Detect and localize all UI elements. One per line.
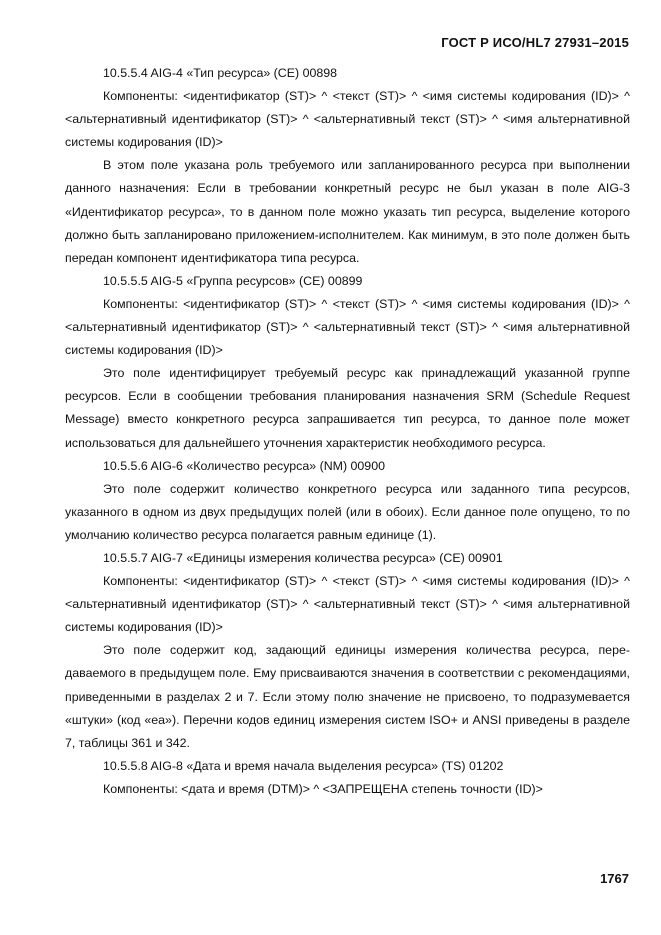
components-paragraph-aig-5: Компоненты: <идентификатор (ST)> ^ <текст (ST)> ^ <имя системы кодирования (ID)> ^ <альтернативный идентификатор (ST)> ^ <альтернативный текст (ST)> ^ <имя альтернативной системы кодирования (ID)> bbox=[65, 296, 630, 358]
description-paragraph-aig-7: Это поле содержит код, задающий единицы измерения количества ресурса, передаваемого в предыдущем поле. Ему присваиваются значения в соответствии с рекомендациями, приведенными в разделах 2 и 7. Если этому полю значение не присвоено, то подразумевается «штуки» (код «ea»). Перечни кодов единиц измерения систем ISO+ и ANSI приведены в разделе 7, таблицы 361 и 342. bbox=[65, 643, 630, 750]
section-heading-aig-4: 10.5.5.4 AIG-4 «Тип ресурса» (CE) 00898 bbox=[103, 66, 338, 80]
section-heading-aig-7: 10.5.5.7 AIG-7 «Единицы измерения количества ресурса» (CE) 00901 bbox=[103, 550, 503, 565]
page-number: 1767 bbox=[600, 871, 629, 886]
components-paragraph-aig-7: Компоненты: <идентификатор (ST)> ^ <текст (ST)> ^ <имя системы кодирования (ID)> ^ <альтернативный идентификатор (ST)> ^ <альтернативный текст (ST)> ^ <имя альтернативной системы кодирования (ID)> bbox=[65, 574, 630, 635]
description-paragraph-aig-5: Это поле идентифицирует требуемый ресурс как принадлежащий указанной группе ресурсов. Если в сообщении требования планирования назначения SRM (Schedule Request Message) вместо конкретного ресурса запрашивается тип ресурса, то данное поле может использоваться для дальнейшего уточнения характеристик необходимого ресурса. bbox=[65, 366, 630, 450]
section-heading-aig-6: 10.5.5.6 AIG-6 «Количество ресурса» (NM) 00900 bbox=[103, 458, 385, 473]
components-paragraph-aig-8: Компоненты: <дата и время (DTM)> ^ <ЗАПРЕЩЕНА степень точности (ID)> bbox=[103, 781, 543, 796]
section-heading-aig-5: 10.5.5.5 AIG-5 «Группа ресурсов» (CE) 00899 bbox=[103, 273, 363, 288]
document-header: ГОСТ Р ИСО/HL7 27931–2015 bbox=[441, 35, 629, 50]
description-paragraph-aig-6: Это поле содержит количество конкретного ресурса или заданного типа ресурсов, указанного в одном из двух предыдущих полей (или в обоих). Если данное поле опущено, то по умолчанию количество ресурса полагается равным единице (1). bbox=[65, 481, 630, 542]
document-body bbox=[65, 62, 630, 801]
description-paragraph-aig-4: В этом поле указана роль требуемого или запланированного ресурса при выполнении данного назначения: Если в требовании конкретный ресурс не был указан в поле AIG-3 «Идентификатор ресурса», то в данном поле можно указать тип ресурса, выделение которого должно быть запланировано приложением-исполнителем. Как минимум, в это поле должен быть передан компонент идентификатора типа ресурса. bbox=[65, 158, 630, 265]
section-heading-aig-8: 10.5.5.8 AIG-8 «Дата и время начала выделения ресурса» (TS) 01202 bbox=[103, 758, 504, 773]
components-paragraph-aig-4: Компоненты: <идентификатор (ST)> ^ <текст (ST)> ^ <имя системы кодирования (ID)> ^ <альтернативный идентификатор (ST)> ^ <альтернативный текст (ST)> ^ <имя альтернативной системы кодирования (ID)> bbox=[65, 89, 630, 150]
